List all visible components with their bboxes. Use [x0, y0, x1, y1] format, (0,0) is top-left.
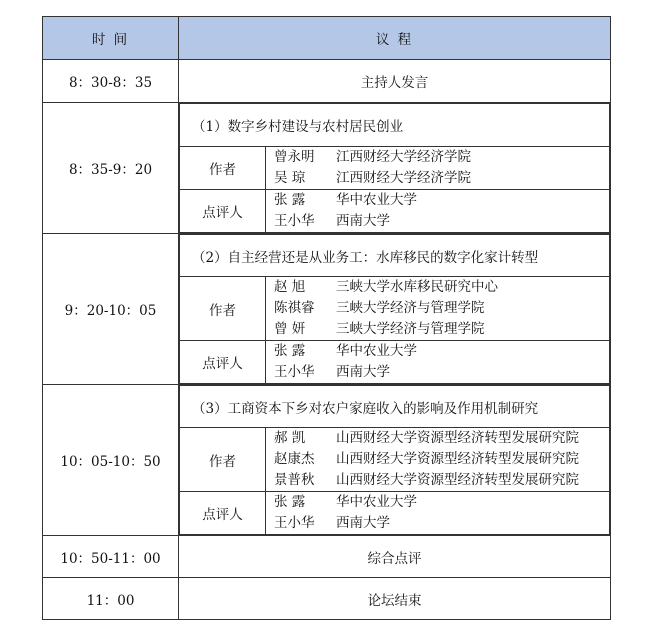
person-name: 张 露	[274, 494, 306, 510]
person-name: 曾永明	[274, 149, 315, 165]
person-name: 张 露	[274, 343, 306, 359]
person-entry	[266, 190, 609, 211]
time-cell: 9：20-10：05	[43, 234, 179, 385]
person-name: 陈祺睿	[274, 300, 315, 316]
person-name: 景普秋	[274, 472, 315, 488]
agenda-row-session-3	[43, 385, 611, 536]
person-entry	[266, 492, 609, 513]
author-list	[266, 147, 610, 190]
agenda-item: 综合点评	[179, 536, 611, 578]
reviewer-label: 点评人	[180, 190, 266, 233]
agenda-row-session-1	[43, 103, 611, 234]
person-org: 三峡大学经济与管理学院	[336, 321, 485, 337]
agenda-row-closing	[43, 578, 611, 620]
person-org: 江西财经大学经济学院	[336, 170, 471, 186]
person-entry	[266, 428, 609, 449]
time-cell: 11：00	[43, 578, 179, 620]
person-org: 江西财经大学经济学院	[336, 149, 471, 165]
time-cell: 8：30-8：35	[43, 60, 179, 103]
reviewer-label: 点评人	[180, 341, 266, 384]
person-name: 王小华	[274, 364, 315, 380]
time-header: 时 间	[43, 17, 179, 60]
session-detail	[179, 234, 611, 385]
session-detail	[179, 103, 611, 234]
person-org: 华中农业大学	[336, 494, 417, 510]
person-entry	[266, 341, 609, 362]
session-table	[179, 385, 610, 535]
person-entry	[266, 513, 609, 534]
person-name: 王小华	[274, 213, 315, 229]
agenda-table	[42, 16, 611, 620]
session-topic: （3）工商资本下乡对农户家庭收入的影响及作用机制研究	[180, 386, 610, 428]
agenda-row-session-2	[43, 234, 611, 385]
person-entry	[266, 470, 609, 491]
person-org: 华中农业大学	[336, 192, 417, 208]
person-name: 吴 琼	[274, 170, 306, 186]
person-name: 赵康杰	[274, 451, 315, 467]
person-org: 三峡大学水库移民研究中心	[336, 279, 498, 295]
session-detail	[179, 385, 611, 536]
person-entry	[266, 362, 609, 383]
reviewer-label: 点评人	[180, 492, 266, 535]
reviewer-list	[266, 341, 610, 384]
person-entry	[266, 319, 609, 340]
person-org: 西南大学	[336, 515, 390, 531]
agenda-item: 论坛结束	[179, 578, 611, 620]
person-org: 山西财经大学资源型经济转型发展研究院	[336, 472, 579, 488]
person-entry	[266, 168, 609, 189]
person-org: 山西财经大学资源型经济转型发展研究院	[336, 451, 579, 467]
person-org: 华中农业大学	[336, 343, 417, 359]
person-name: 张 露	[274, 192, 306, 208]
time-cell: 8：35-9：20	[43, 103, 179, 234]
reviewer-list	[266, 492, 610, 535]
author-list	[266, 277, 610, 341]
session-table	[179, 234, 610, 384]
person-entry	[266, 298, 609, 319]
person-entry	[266, 449, 609, 470]
author-label: 作者	[180, 147, 266, 190]
person-org: 西南大学	[336, 213, 390, 229]
agenda-item: 主持人发言	[179, 60, 611, 103]
author-list	[266, 428, 610, 492]
person-entry	[266, 211, 609, 232]
person-org: 山西财经大学资源型经济转型发展研究院	[336, 430, 579, 446]
session-topic: （2）自主经营还是从业务工：水库移民的数字化家计转型	[180, 235, 610, 277]
agenda-row-opening	[43, 60, 611, 103]
person-org: 三峡大学经济与管理学院	[336, 300, 485, 316]
person-name: 赵 旭	[274, 279, 306, 295]
time-cell: 10：50-11：00	[43, 536, 179, 578]
person-entry	[266, 147, 609, 168]
header-row	[43, 17, 611, 60]
session-topic: （1）数字乡村建设与农村居民创业	[180, 104, 610, 147]
agenda-row-summary	[43, 536, 611, 578]
person-name: 王小华	[274, 515, 315, 531]
session-table	[179, 103, 610, 233]
author-label: 作者	[180, 428, 266, 492]
author-label: 作者	[180, 277, 266, 341]
person-name: 郝 凯	[274, 430, 306, 446]
person-org: 西南大学	[336, 364, 390, 380]
person-name: 曾 妍	[274, 321, 306, 337]
reviewer-list	[266, 190, 610, 233]
time-cell: 10：05-10：50	[43, 385, 179, 536]
agenda-header: 议 程	[179, 17, 611, 60]
person-entry	[266, 277, 609, 298]
